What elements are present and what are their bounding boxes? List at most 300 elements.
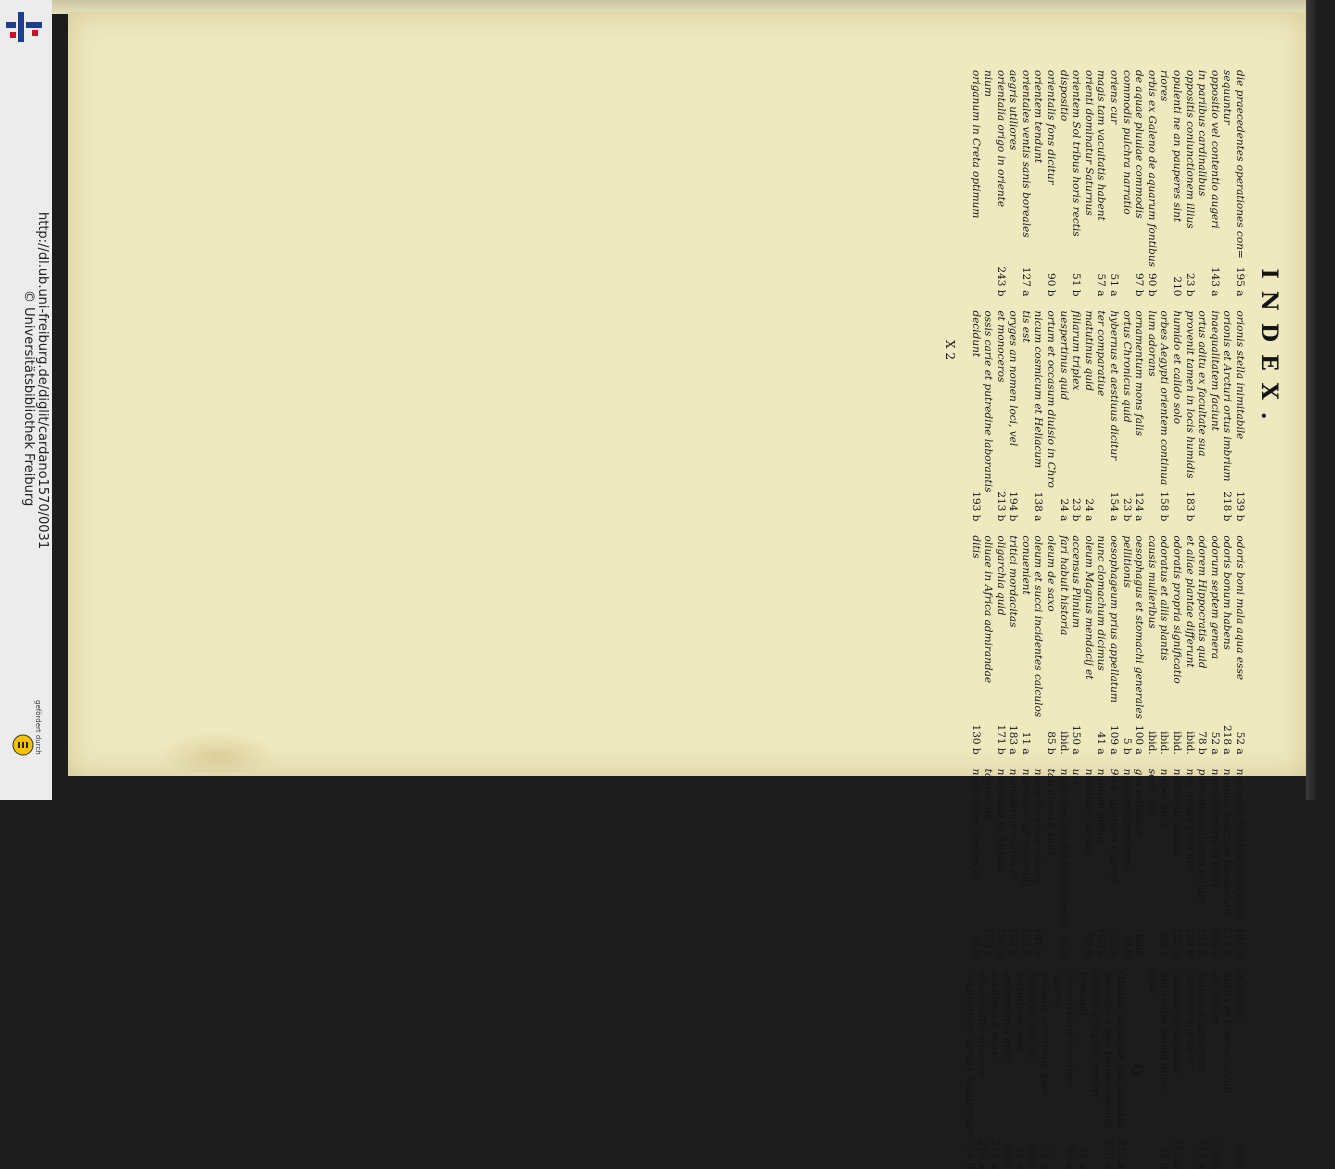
index-entry-ref: 125 a	[1171, 927, 1184, 958]
index-entry	[1070, 769, 1083, 957]
index-entry-ref: 195 a	[1234, 266, 1246, 297]
index-entry-text: oesophageum prius appellatum	[1108, 535, 1121, 703]
index-entry	[1170, 310, 1183, 521]
index-entry	[1114, 971, 1127, 1169]
index-entry-text: orionis stella inimitabile	[1234, 310, 1246, 440]
index-entry-ref: 24 a	[1082, 498, 1095, 522]
index-entry	[1057, 535, 1070, 754]
index-entry-ref: ibid.	[1145, 731, 1158, 755]
index-entry-text: oppositio vel contentio augeri	[1208, 70, 1221, 229]
index-entry-text: de aquae pluuiae commodis	[1133, 70, 1146, 219]
index-entry-text: oleum et succi incidentes calculos	[1032, 535, 1045, 718]
index-entry-ref: 51 b	[1070, 273, 1083, 297]
index-entry	[1196, 70, 1209, 296]
index-entry-ref: 192 b	[1196, 927, 1209, 958]
index-entry-text: nutrices nigrae et	[1183, 971, 1196, 1067]
page-heading: INDEX.	[1256, 268, 1282, 432]
index-entry-ref: 171 b	[994, 724, 1007, 755]
scanned-page-view	[52, 0, 1335, 1169]
index-entry-ref: ibid.	[1183, 731, 1196, 755]
index-entry-ref: 86 a	[1064, 1145, 1077, 1169]
index-entry-ref: 204 a	[1208, 927, 1221, 958]
index-entry-text: magis tam vacuitatis habent	[1095, 70, 1108, 221]
index-entry-text: oryges an nomen loci, vel	[1007, 310, 1020, 447]
index-entry	[982, 310, 995, 521]
index-entry-text: et aliae plantae differunt	[1183, 535, 1196, 668]
index-entry	[1145, 310, 1158, 521]
index-entry-ref: 210	[1171, 276, 1184, 297]
index-entry-ref: 115 a	[1196, 1139, 1209, 1169]
index-entry-text: nuptiarum tempus in	[969, 768, 982, 881]
index-entry-ref: 116 b	[1208, 1138, 1221, 1169]
index-entry-text: opulenti ne an pauperes sint	[1171, 70, 1184, 223]
index-entry-text: conuenient	[1019, 535, 1032, 595]
index-entry-text: odoris boni mala aqua esse	[1234, 535, 1246, 681]
index-entry	[1233, 70, 1246, 296]
index-entry-text: nucis Persicae natura	[1032, 768, 1045, 884]
index-entry-ref: 115 b	[1171, 1138, 1184, 1169]
index-entry	[1133, 769, 1146, 957]
index-entry-ref: ibid.	[1057, 731, 1070, 755]
index-entry-text: 96 b quantum a terra	[1108, 768, 1121, 883]
index-column	[963, 535, 1246, 754]
index-entry-text: oppositis coniunctionem illius	[1183, 70, 1196, 229]
index-entry-text: odorum septem genera	[1208, 535, 1221, 660]
index-entry	[982, 535, 995, 754]
index-entry	[1107, 310, 1120, 521]
index-entry	[1158, 971, 1171, 1169]
index-entry-text: obesitas a quo temperamento	[1102, 971, 1115, 1130]
index-entry-text: fari habuit historia	[1057, 535, 1070, 636]
index-entry-ref: 43 b	[1120, 933, 1133, 958]
index-entry	[1107, 769, 1120, 957]
index-entry	[1133, 310, 1146, 521]
index-entry-ref: 124 a	[1133, 491, 1146, 522]
index-entry-text: pellitionis	[1120, 535, 1133, 588]
index-entry-text: prouenit	[1076, 971, 1089, 1017]
index-entry-text: nox bonae pars ubi	[1183, 768, 1196, 871]
index-entry	[1208, 535, 1221, 754]
index-entry	[1120, 310, 1133, 521]
index-entry-text: nubiun ingrediente	[1120, 768, 1133, 871]
index-entry	[1095, 310, 1108, 521]
index-entry-ref: 23 b	[1039, 1145, 1052, 1169]
index-entry-text: uespertinus quid	[1057, 310, 1070, 401]
index-entry	[994, 70, 1007, 296]
index-entry	[1170, 971, 1183, 1169]
index-entry-text: causis mulieribus	[1145, 535, 1158, 629]
index-entry-text: nubium motus	[1095, 768, 1108, 845]
index-entry-ref: 51 a	[1108, 273, 1121, 297]
index-entry-text: oleum de saxo	[1045, 535, 1058, 612]
index-entry-ref: ibid.	[1171, 731, 1184, 755]
index-entry-text: oriens cur	[1108, 70, 1121, 125]
index-entry	[982, 769, 995, 957]
index-entry	[1158, 535, 1171, 754]
index-entry-text: odoratus et aliis plantis	[1158, 535, 1171, 661]
index-entry	[1095, 535, 1108, 754]
index-entry-ref: 150 a	[982, 927, 995, 958]
index-entry	[1208, 70, 1221, 296]
index-entry-text: sequuntur	[1221, 70, 1234, 125]
index-entry-text: orienti dominatur Saturnus	[1082, 70, 1095, 216]
index-entry-text: uespertinus quid	[1001, 971, 1014, 1061]
index-entry-text: odorem Hippocratis quid	[1196, 535, 1209, 669]
page-stain	[158, 732, 278, 772]
index-entry-text: ornamentum mons falis	[1133, 310, 1146, 437]
index-entry-ref: 218 b	[1221, 491, 1234, 522]
index-entry-ref: 100 a	[1095, 927, 1108, 958]
index-entry	[1158, 70, 1171, 296]
index-entry	[1051, 971, 1064, 1169]
index-entry-text: orionis et Arcturi ortus imbrium	[1221, 310, 1234, 482]
index-entry-text: tritici mordacitas	[1007, 535, 1020, 628]
index-entry	[1120, 70, 1133, 296]
index-entry	[1208, 769, 1221, 957]
index-entry-ref: 90 b	[1045, 273, 1058, 297]
index-entry-ref: 130 b	[969, 724, 982, 755]
index-entry-text: orientales ventis sanis boreales	[1019, 70, 1032, 238]
index-text-block	[282, 70, 1282, 1169]
index-entry-text: numidiae et Africae	[994, 768, 1007, 874]
index-entry	[1095, 769, 1108, 957]
index-entry	[1007, 769, 1020, 957]
index-entry-text: nubibus a vento	[1082, 768, 1095, 854]
index-entry-ref: 181 b	[1234, 927, 1246, 958]
index-entry-text: ter comparatiue	[1095, 310, 1108, 397]
index-entry-ref: ibid.	[1026, 1145, 1039, 1169]
index-entry-text: tati obnoxii sunt	[1045, 768, 1058, 856]
index-entry-ref: ibid.	[1133, 933, 1146, 958]
index-entry	[1019, 70, 1032, 296]
index-entry-text: matutinus quid	[1082, 310, 1095, 392]
index-entry	[1183, 70, 1196, 296]
index-entry-text: et monoceros	[994, 310, 1007, 383]
index-column	[963, 310, 1246, 521]
index-entry-ref: 150 b	[1007, 927, 1020, 958]
index-entry-text: ossis carie et putredine laborantis	[982, 310, 995, 493]
index-entry	[1133, 535, 1146, 754]
index-entry	[1076, 971, 1089, 1169]
university-library-logo-icon[interactable]	[2, 6, 48, 52]
index-entry-text: orientalia origo in oriente	[994, 70, 1007, 208]
index-entry-text: poris humiditatem tollunt	[1196, 768, 1209, 905]
index-entry-ref: 78 b	[1196, 731, 1209, 755]
index-entry	[1032, 769, 1045, 957]
index-entry-ref: 109 a	[1108, 725, 1121, 755]
index-entry-text: occidentem uersus habitantium	[963, 971, 976, 1140]
index-entry-text: nomina coactum lumborum	[1221, 768, 1234, 915]
index-entry-text: origanum in Creta optimum	[969, 70, 982, 219]
index-entry-text: nomades Scythae male dicti	[1234, 768, 1246, 919]
index-entry	[1170, 535, 1183, 754]
index-entry	[1183, 535, 1196, 754]
index-entry-text: nium	[982, 70, 995, 97]
index-columns	[963, 70, 1246, 1169]
index-entry-ref: 23 b	[1070, 497, 1083, 522]
index-entry	[1007, 70, 1020, 296]
index-entry-ref: 52 a	[1108, 934, 1121, 958]
index-entry-text: tis est	[1019, 310, 1032, 343]
index-entry-ref: 46 a	[1057, 934, 1070, 958]
index-entry-ref: 5 b	[1120, 737, 1133, 755]
index-entry-text: noctes in Gothia	[1171, 768, 1184, 856]
index-entry-text: filiarum triplex	[1070, 310, 1083, 391]
index-entry-ref: 220 a	[1102, 1139, 1115, 1169]
index-entry	[1064, 971, 1077, 1169]
index-entry-text: orientem tendunt	[1032, 70, 1045, 164]
index-entry-text: in pariibus cardinalibus	[1196, 70, 1209, 197]
index-entry	[1196, 971, 1209, 1169]
index-entry	[1158, 310, 1171, 521]
index-entry-text: occidens a mare	[988, 971, 1001, 1059]
index-entry-ref: 150 a	[994, 927, 1007, 958]
index-column	[963, 971, 1246, 1169]
index-entry	[969, 769, 982, 957]
index-entry-text: ortus aditu ex facultate sua	[1196, 310, 1209, 457]
index-entry	[1039, 971, 1052, 1169]
index-entry-ref: 193 b	[969, 491, 982, 522]
index-entry	[1070, 535, 1083, 754]
index-entry-text: nonni pectoris et illius	[1208, 768, 1221, 888]
index-entry	[1019, 535, 1032, 754]
index-entry-ref: ibid.	[1158, 731, 1171, 755]
index-entry-text: inaequalitatem faciunt	[1208, 310, 1221, 431]
index-entry-ref: 97 b	[1133, 273, 1146, 297]
index-entry-text: accensus Plinium	[1070, 535, 1083, 628]
index-entry	[1082, 535, 1095, 754]
index-entry	[1208, 310, 1221, 521]
index-entry-text: oliuae in Africa admirandae	[982, 535, 995, 684]
index-entry-ref: 57 a	[1095, 273, 1108, 297]
index-entry-ref: 124 b	[1183, 927, 1196, 958]
index-entry	[982, 70, 995, 296]
index-entry-text: Obstipi censores qui dicuntur	[1114, 971, 1127, 1130]
index-entry	[1221, 70, 1234, 296]
index-entry	[988, 971, 1001, 1169]
index-entry-ref: 139 b	[1234, 491, 1246, 522]
index-entry-text: uti debeat	[1208, 971, 1221, 1026]
index-entry-text: occasus chronicus quid	[1039, 971, 1052, 1096]
index-column	[963, 70, 1246, 296]
index-entry-text: ortus Chronicus quid	[1120, 310, 1133, 423]
index-entry-ref: 154 b	[1019, 927, 1032, 958]
index-entry-text: oleum Magnus mendacij et	[1082, 535, 1095, 680]
index-entry-text: matutinus quid	[1013, 971, 1026, 1052]
index-entry	[1145, 769, 1158, 957]
index-entry	[1107, 70, 1120, 296]
viewer-sidebar	[0, 0, 53, 800]
index-entry	[1026, 971, 1039, 1169]
index-entry	[969, 70, 982, 296]
index-entry-text: numidae cur macrobij	[1019, 768, 1032, 886]
index-entry	[1145, 971, 1158, 1169]
index-entry-ref: 99 a	[1158, 934, 1171, 958]
index-entry	[1196, 310, 1209, 521]
index-entry-ref: 138 a	[1032, 491, 1045, 522]
index-entry-text: riores	[1158, 70, 1171, 102]
index-entry	[1145, 70, 1158, 296]
sponsor-label: gefördert durch	[34, 700, 42, 755]
index-entry-ref: 243 b	[994, 266, 1007, 297]
index-entry-text: lum adorans	[1145, 310, 1158, 377]
index-entry-text: tographia	[982, 768, 995, 821]
index-entry-ref: 148 a	[1032, 927, 1045, 958]
index-entry	[994, 769, 1007, 957]
index-entry	[1032, 535, 1045, 754]
index-entry-text: orientalis fons dicitur	[1045, 70, 1058, 185]
index-entry-text: esse	[1145, 971, 1158, 995]
index-entry-ref: 85 b	[1045, 731, 1058, 755]
index-entry	[1032, 70, 1045, 296]
index-entry	[1082, 769, 1095, 957]
index-entry	[1057, 70, 1070, 296]
page-gutter	[1306, 0, 1316, 800]
index-entry-ref: 218 a	[1221, 725, 1234, 755]
index-entry-ref: 54 b	[963, 1145, 976, 1169]
index-entry	[1032, 310, 1045, 521]
index-entry	[1221, 971, 1234, 1169]
index-entry	[994, 310, 1007, 521]
index-entry	[1233, 769, 1246, 957]
index-entry	[1158, 769, 1171, 957]
index-entry	[1120, 535, 1133, 754]
watermark-copyright: © Universitätsbibliothek Freiburg	[21, 290, 36, 507]
index-entry-ref: 41 a	[1095, 731, 1108, 755]
index-entry	[1045, 769, 1058, 957]
index-entry-text: nubes quid	[1158, 768, 1171, 828]
index-entry-text: calculis generandis	[1171, 971, 1184, 1075]
index-entry	[1120, 769, 1133, 957]
index-entry-ref: 154 a	[1108, 491, 1121, 522]
index-entry-text: commodis pulchra narratio	[1120, 70, 1133, 215]
index-column	[963, 769, 1246, 957]
index-entry	[1145, 535, 1158, 754]
index-entry-ref: 127 a	[1019, 266, 1032, 297]
index-entry	[1101, 971, 1114, 1169]
index-entry-text: nicum cosmicum et Heliacum	[1032, 310, 1045, 469]
index-entry	[1013, 971, 1026, 1169]
index-entry	[1233, 310, 1246, 521]
index-entry	[976, 971, 989, 1169]
sponsor-block	[6, 700, 48, 790]
index-entry	[1007, 535, 1020, 754]
index-entry-text: oblatio a frigida cerebri	[1089, 971, 1102, 1098]
state-coat-of-arms-icon[interactable]	[12, 734, 34, 756]
index-entry-text: odoratis propria significatio	[1171, 535, 1184, 684]
index-entry	[1208, 971, 1221, 1169]
index-entry-ref: 24 a	[1013, 1145, 1026, 1169]
index-entry	[1221, 535, 1234, 754]
index-entry	[1007, 310, 1020, 521]
index-entry	[1183, 310, 1196, 521]
index-entry-ref: 213 b	[994, 491, 1007, 522]
index-entry	[1057, 769, 1070, 957]
index-entry	[1183, 769, 1196, 957]
index-entry-text: die praecedentes operationes con=	[1234, 70, 1246, 259]
index-entry-text: orientem Sol tribus horis rectis	[1070, 70, 1083, 237]
index-entry	[1070, 310, 1083, 521]
index-entry	[1107, 535, 1120, 754]
index-entry-ref: 23 b	[1120, 497, 1133, 522]
index-entry	[1233, 971, 1246, 1169]
index-entry-text: decidunt	[969, 310, 982, 358]
index-entry-ref: 213 a	[1114, 1139, 1127, 1169]
index-entry	[1133, 70, 1146, 296]
index-entry	[1196, 535, 1209, 754]
index-entry-ref: 216 a	[976, 1139, 989, 1169]
index-entry	[1070, 70, 1083, 296]
index-entry	[1095, 70, 1108, 296]
index-entry-text: oligarchia quid	[994, 535, 1007, 616]
index-entry-ref: 45 b	[969, 933, 982, 958]
index-entry	[1196, 769, 1209, 957]
index-entry	[1019, 769, 1032, 957]
index-entry-ref: ibid.	[1234, 1145, 1246, 1169]
index-entry-ref: 23 b	[1183, 273, 1196, 297]
index-entry-ref: 158 b	[1158, 491, 1171, 522]
index-entry-ref: 93 b	[1158, 1145, 1171, 1169]
index-entry	[1045, 70, 1058, 296]
index-entry-text: rissimi	[1051, 971, 1064, 1007]
index-entry	[1082, 70, 1095, 296]
index-entry	[963, 971, 976, 1169]
index-entry-text: in puellis	[1234, 971, 1246, 1020]
index-entry-ref: 52 a	[1234, 731, 1246, 755]
index-entry	[1045, 310, 1058, 521]
index-entry-ref: 150 a	[1070, 725, 1083, 755]
index-entry-ref: 183 a	[1007, 725, 1020, 755]
index-entry	[994, 535, 1007, 754]
index-entry-text: orbes Aegypti orientem continua	[1158, 310, 1171, 486]
index-entry	[1057, 310, 1070, 521]
index-entry	[1183, 971, 1196, 1169]
index-entry	[1001, 971, 1014, 1169]
index-entry-text: nutrientia omnia dulcia	[1158, 971, 1171, 1096]
watermark-url: http://dl.ub.uni-freiburg.de/diglit/cardano1570/0031	[35, 212, 50, 550]
index-entry-ref: 100 a	[1133, 725, 1146, 755]
index-entry	[1045, 535, 1058, 754]
index-entry-text: hybernus et aestiuus dicitur	[1108, 310, 1121, 461]
index-entry-text: provenit tamen in locis humidis	[1183, 310, 1196, 479]
index-entry-text: obscurissimi homines	[1064, 971, 1077, 1087]
index-entry-text: ditis	[969, 535, 982, 559]
index-entry-ref: 183 b	[1183, 491, 1196, 522]
index-entry-text: serit ibid.	[1145, 768, 1158, 820]
index-entry-ref: 213 b	[1221, 927, 1234, 958]
index-entry-text: nutrix in timore calculi	[1221, 971, 1234, 1094]
index-entry-ref: ibid.	[1001, 1145, 1014, 1169]
index-entry	[1019, 310, 1032, 521]
index-entry-ref: 24 a	[1057, 498, 1070, 522]
index-entry-text: humido et calido solo	[1171, 310, 1184, 425]
index-entry-text: oesophagus et stomachi generales	[1133, 535, 1146, 720]
index-entry	[969, 310, 982, 521]
index-entry-text: orbis ex Galeno de aquarum fontibus	[1145, 70, 1158, 268]
index-entry-ref: 99 b	[1082, 933, 1095, 958]
index-entry-ref: 143 a	[1208, 266, 1221, 297]
index-entry	[1082, 310, 1095, 521]
index-entry-text: nunc clomachum dicimus	[1095, 535, 1108, 671]
index-entry	[1221, 769, 1234, 957]
index-entry-text: aegris utiliores	[1007, 70, 1020, 151]
index-entry-ref: 194 b	[1007, 491, 1020, 522]
signature-mark: X 2	[942, 340, 957, 360]
index-entry-text: dissimilatis adumno	[976, 971, 989, 1078]
index-entry	[1170, 769, 1183, 957]
index-entry-text: nubentes aut debitum tempus	[1057, 768, 1070, 929]
index-entry-ref: 217 a	[988, 1139, 1001, 1169]
